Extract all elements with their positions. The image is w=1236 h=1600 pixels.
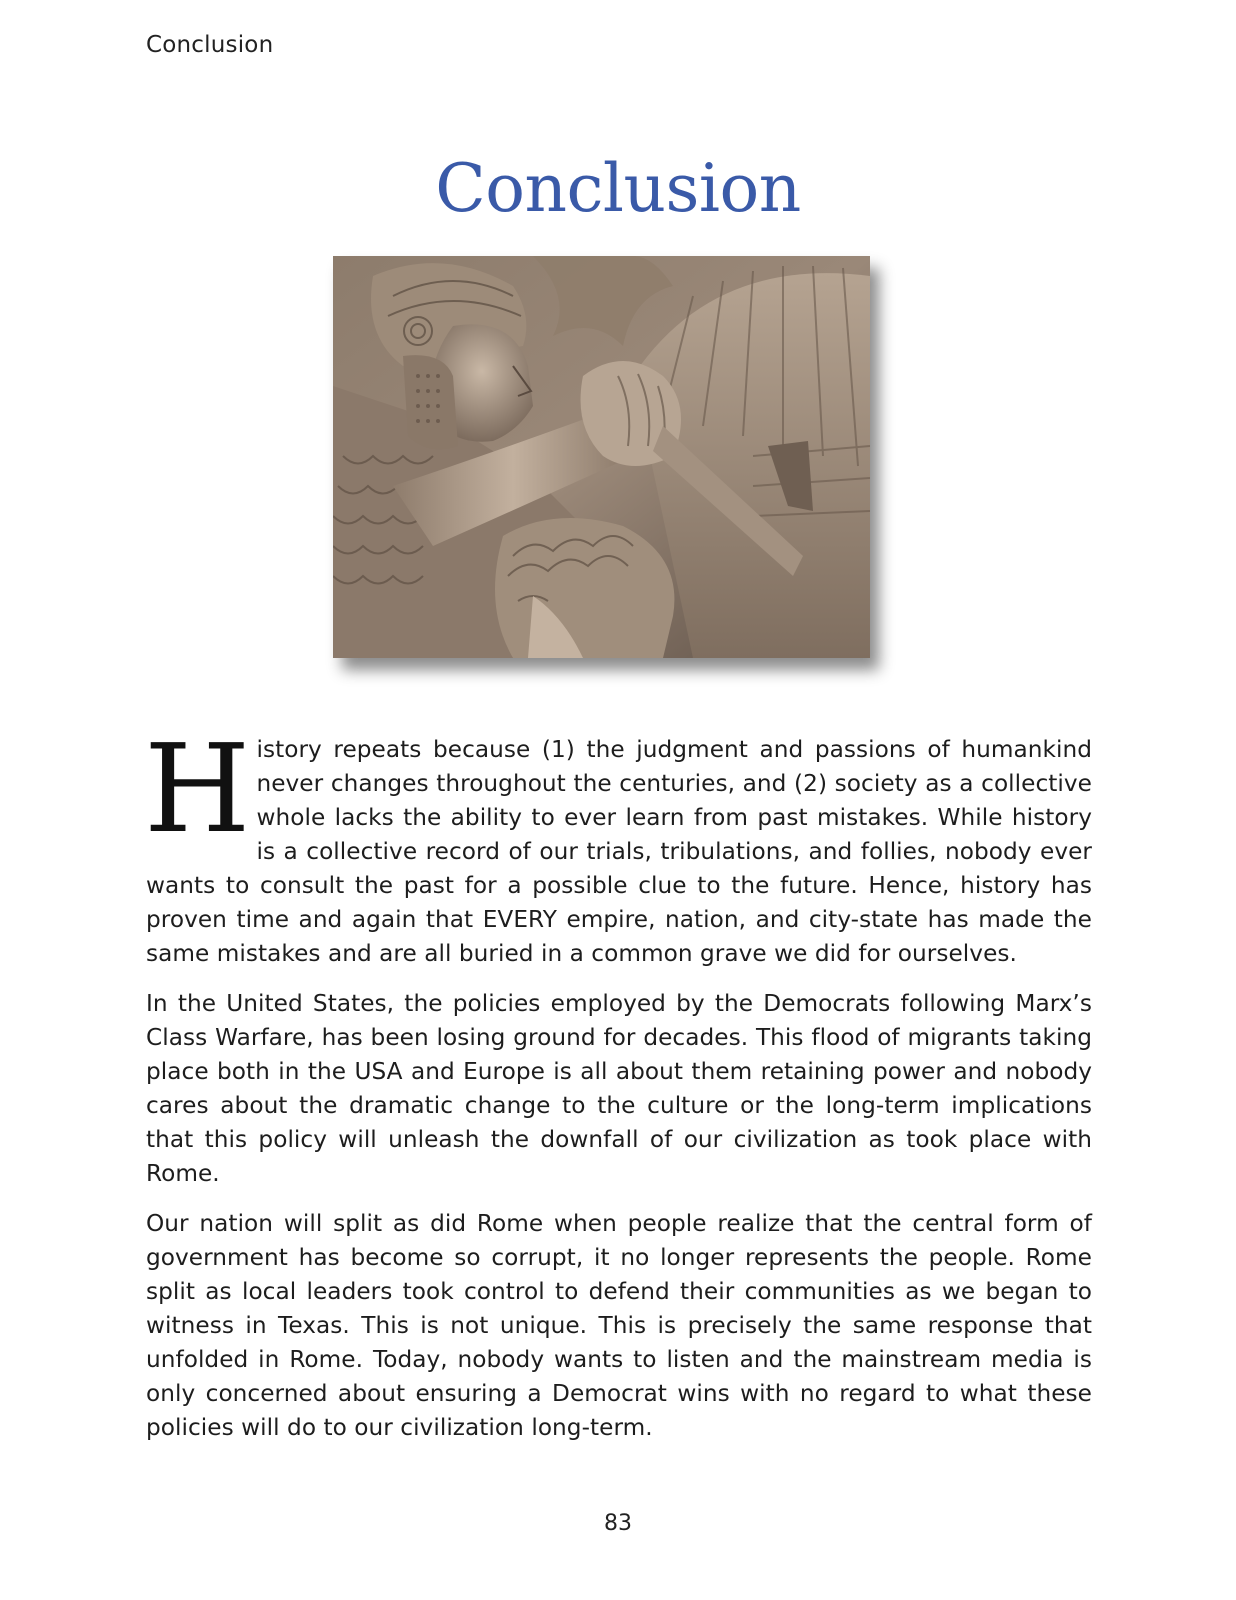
paragraph-2: In the United States, the policies employed by the Democrats following Marx’s Class Warfare, has been losing ground for decades. This flood of migrants taking place both in the USA and Europe is all about them retaining power and nobody cares about the dramatic change to the culture or the long-term implications that this policy will unleash the downfall of our civilization as took place with Rome.	[146, 990, 1092, 1187]
chapter-title: Conclusion	[435, 150, 801, 227]
drop-cap: H	[144, 718, 251, 860]
paragraph-1	[144, 718, 1092, 971]
paragraph-3: Our nation will split as did Rome when people realize that the central form of government has become so corrupt, it no longer represents the people. Rome split as local leaders took control to defend their communities as we began to witness in Texas. This is not unique. This is precisely the same response that unfolded in Rome. Today, nobody wants to listen and the mainstream media is only concerned about ensuring a Democrat wins with no regard to what these policies will do to our civilization long-term.	[146, 1210, 1092, 1441]
paragraph-1-text: istory repeats because (1) the judgment and passions of humankind never changes throughout the centuries, and (2) society as a collective whole lacks the ability to ever learn from past mistakes. While history is a collective record of our trials, tribulations, and follies, nobody ever wants to consult the past for a possible clue to the future. Hence, history has proven time and again that EVERY empire, nation, and city-state has made the same mistakes and are all buried in a common grave we did for ourselves.	[146, 736, 1092, 967]
running-header: Conclusion	[146, 32, 274, 58]
page-number: 83	[604, 1511, 632, 1536]
body-text	[144, 718, 1092, 1461]
roman-relief-sculpture-image	[333, 256, 870, 658]
chapter-illustration	[333, 256, 870, 658]
